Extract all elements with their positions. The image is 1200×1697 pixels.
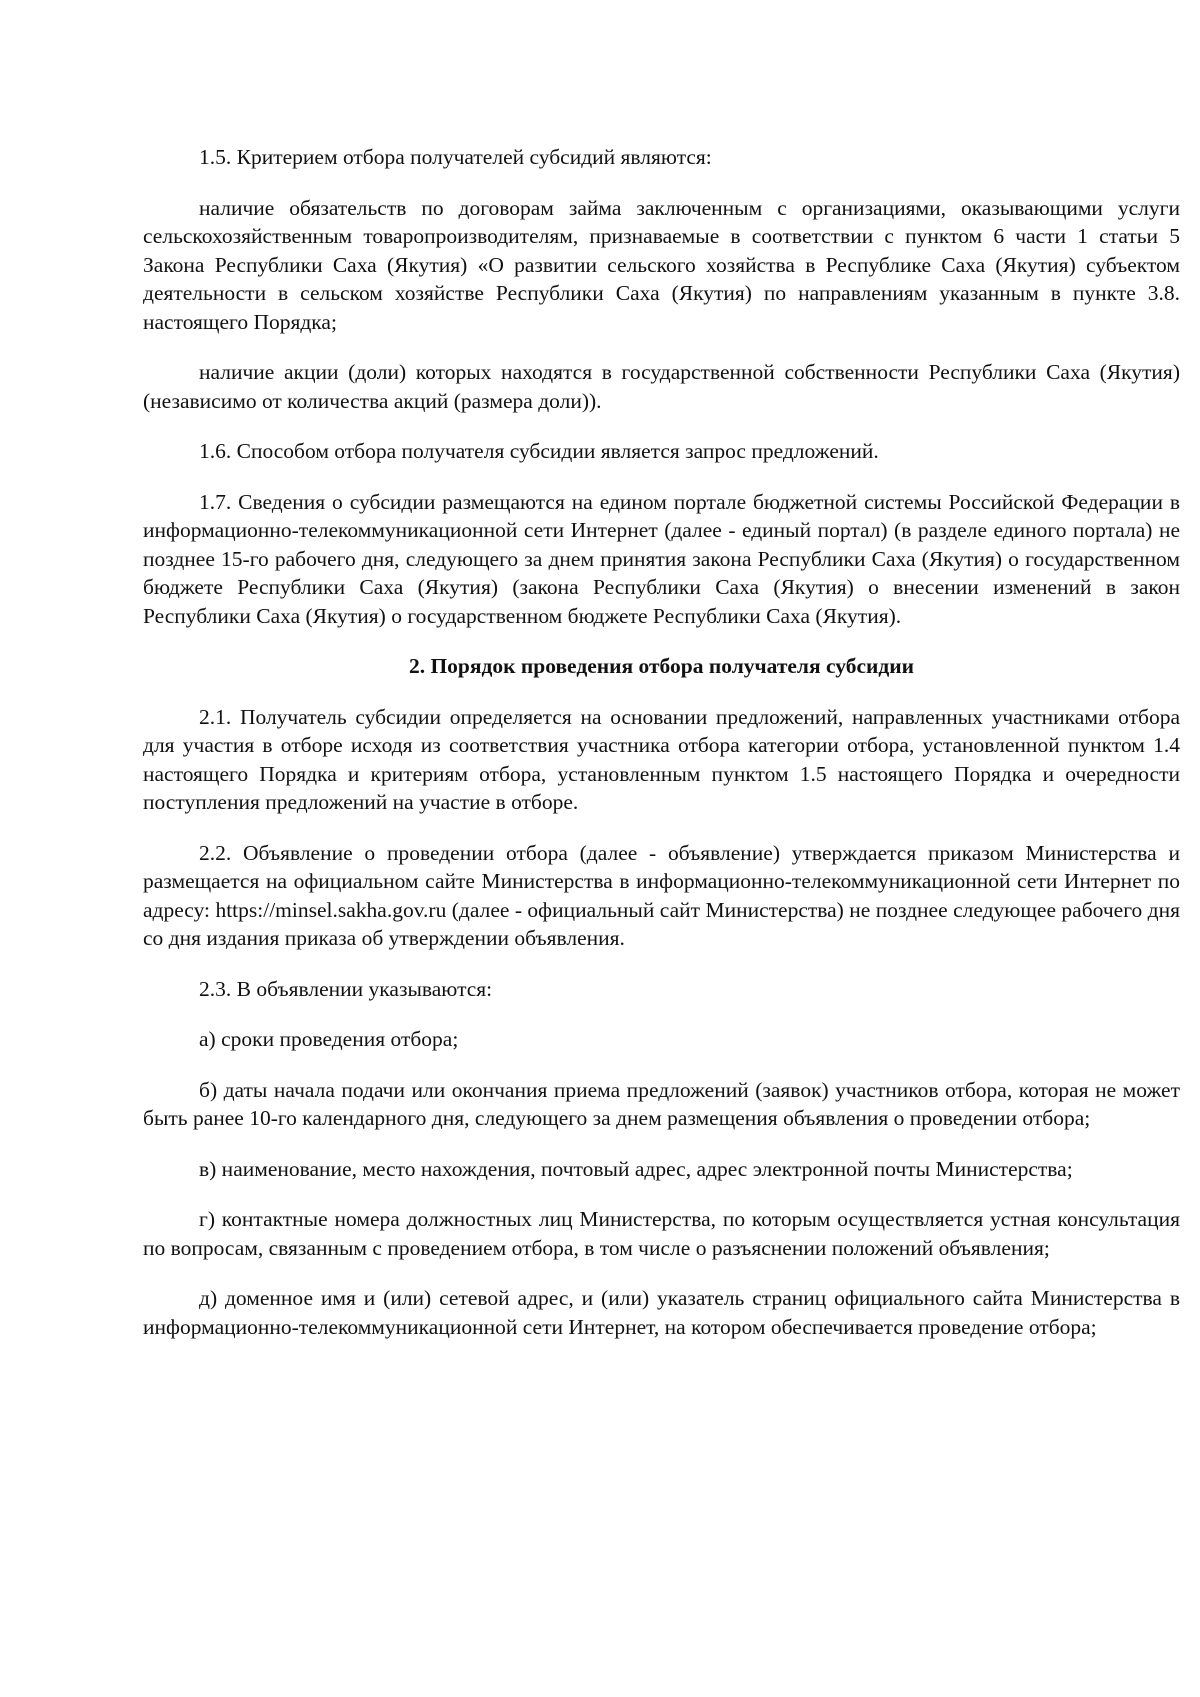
paragraph-1-5: 1.5. Критерием отбора получателей субсидий являются: [199,145,712,169]
paragraph-2-3: 2.3. В объявлении указываются: [199,976,493,1001]
paragraph-1-7: 1.7. Сведения о субсидии размещаются на едином портале бюджетной системы Российской Федерации в информационно-телекоммуникационной сети Интернет (далее - единый портал) (в разделе единого портала) не позднее 15-го рабочего дня, следующего за днем принятия закона Республики Саха (Якутия) о государственном бюджете Республики Саха (Якутия) (закона Республики Саха (Якутия) о внесении изменений в закон Республики Саха (Якутия) о государственном бюджете Республики Саха (Якутия). [143,489,1180,628]
list-item-d: д) доменное имя и (или) сетевой адрес, и (или) указатель страниц официального сайта Министерства в информационно-телекоммуникационной сети Интернет, на котором обеспечивается проведение отбора; [143,1286,1180,1339]
list-item-a: а) сроки проведения отбора; [199,1027,459,1051]
paragraph-criterion-shares: наличие акции (доли) которых находятся в государственной собственности Республики Саха (Якутия) (независимо от количества акций (размера доли)). [143,360,1180,413]
paragraph-1-6: 1.6. Способом отбора получателя субсидии является запрос предложений. [199,439,879,463]
list-item-b: б) даты начала подачи или окончания приема предложений (заявок) участников отбора, которая не может быть ранее 10-го календарного дня, следующего за днем размещения объявления о проведении отбора; [143,1077,1180,1130]
list-item-v: в) наименование, место нахождения, почтовый адрес, адрес электронной почты Министерства; [199,1156,1073,1181]
paragraph-2-1: 2.1. Получатель субсидии определяется на основании предложений, направленных участниками отбора для участия в отборе исходя из соответствия участника отбора категории отбора, установленной пунктом 1.4 настоящего Порядка и критериям отбора, установленным пунктом 1.5 настоящего Порядка и очередности поступления предложений на участие в отборе. [143,704,1180,814]
list-item-g: г) контактные номера должностных лиц Министерства, по которым осуществляется устная консультация по вопросам, связанным с проведением отбора, в том числе о разъяснении положений объявления; [143,1207,1180,1260]
paragraph-criterion-loans: наличие обязательств по договорам займа заключенным с организациями, оказывающими услуги сельскохозяйственным товаропроизводителям, признаваемые в соответствии с пунктом 6 части 1 статьи 5 Закона Республики Саха (Якутия) «О развитии сельского хозяйства в Республике Саха (Якутия) субъектом деятельности в сельском хозяйстве Республики Саха (Якутия) по направлениям указанным в пункте 3.8. настоящего Порядка; [143,195,1180,334]
section-2-heading: 2. Порядок проведения отбора получателя субсидии [408,654,915,678]
document-body [143,143,1180,1363]
paragraph-2-2: 2.2. Объявление о проведении отбора (далее - объявление) утверждается приказом Министерства и размещается на официальном сайте Министерства в информационно-телекоммуникационной сети Интернет по адресу: https://minsel.sakha.gov.ru (далее - официальный сайт Министерства) не позднее следующее рабочего дня со дня издания приказа об утверждении объявления. [143,840,1180,950]
